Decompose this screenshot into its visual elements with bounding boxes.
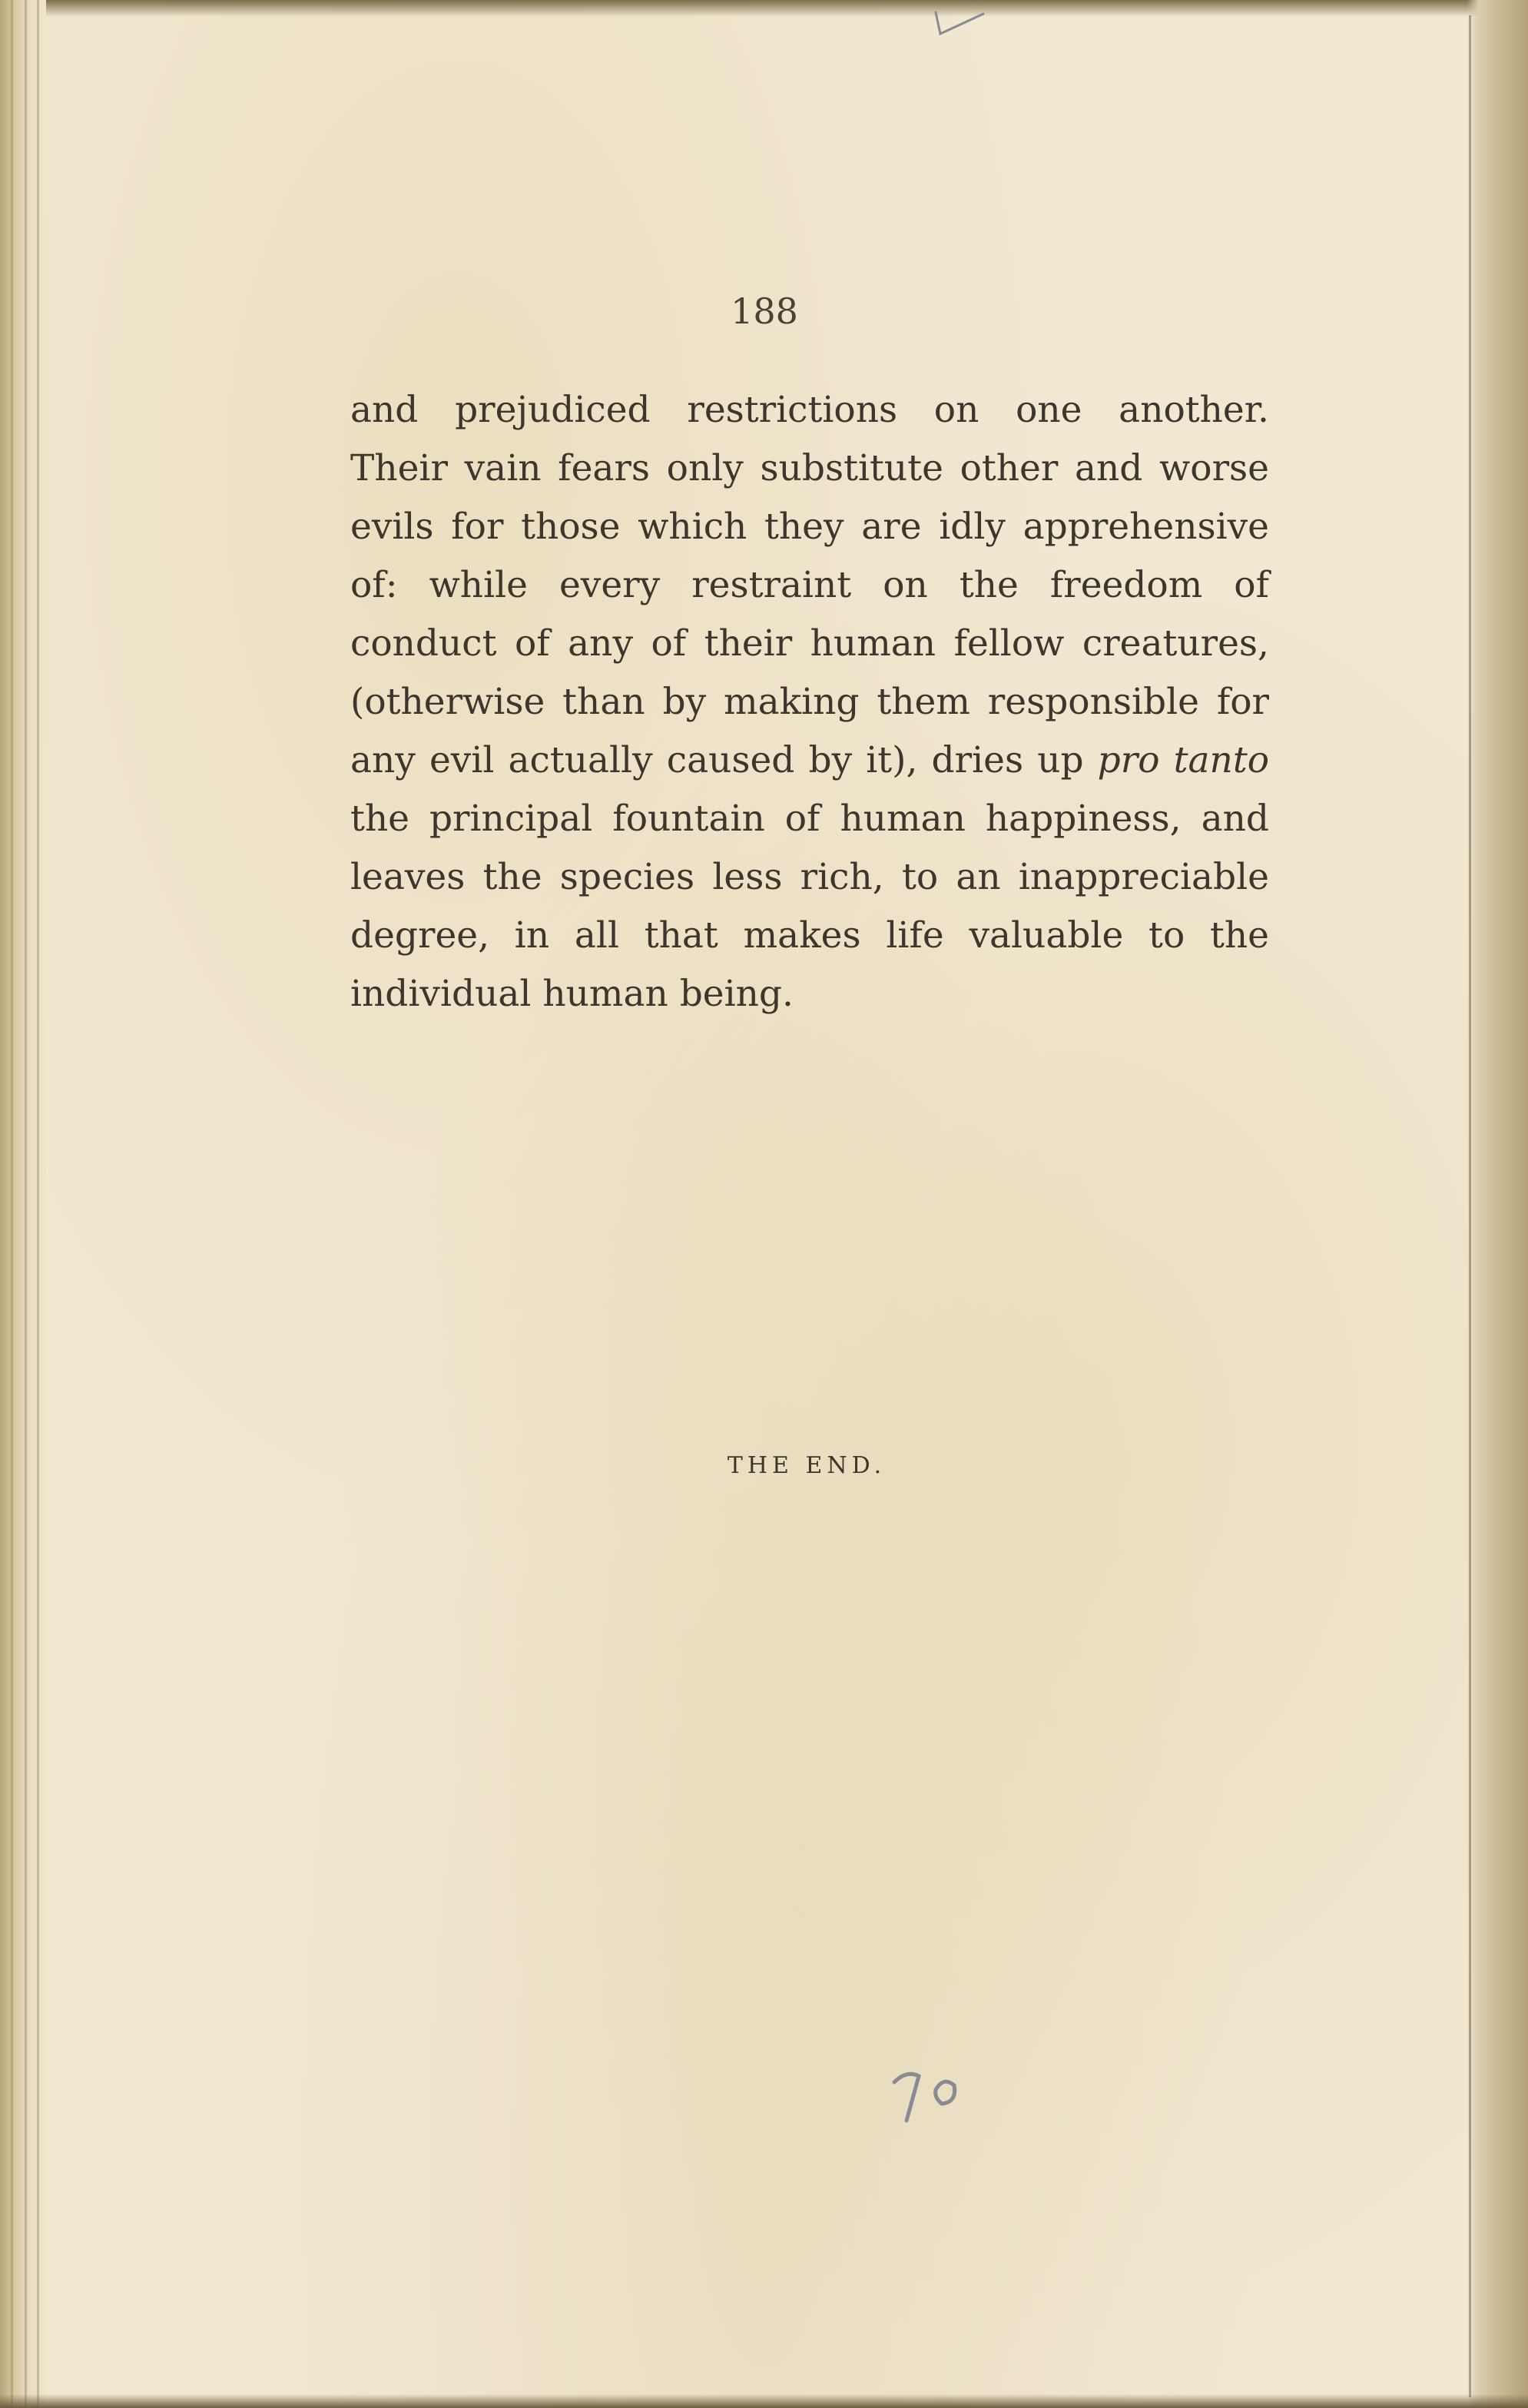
pencil-annotation-mark xyxy=(883,2059,991,2128)
text-line: evils for those which they are idly apprehensive xyxy=(350,506,1269,548)
page-edge-right xyxy=(1467,0,1528,2408)
the-end-label: THE END. xyxy=(727,1452,887,1479)
text-line: and prejudiced restrictions on one another. xyxy=(350,389,1269,431)
text-line: individual human being. xyxy=(350,973,794,1015)
text-segment: any evil actually caused by it), dries up xyxy=(350,739,1098,781)
body-text xyxy=(350,381,1269,1023)
text-line: conduct of any of their human fellow creatures, xyxy=(350,622,1269,665)
pencil-tick-mark xyxy=(930,8,991,38)
text-line-with-italic xyxy=(350,731,1269,790)
page-edge-line xyxy=(1469,15,1471,2397)
spine-gutter xyxy=(0,0,46,2408)
top-edge-shadow xyxy=(0,0,1528,17)
text-line: of: while every restraint on the freedom of xyxy=(350,564,1269,606)
page-number: 188 xyxy=(731,290,798,332)
spine-line xyxy=(37,0,39,2408)
spine-line xyxy=(25,0,27,2408)
spine-line xyxy=(11,0,13,2408)
text-line: Their vain fears only substitute other and worse xyxy=(350,447,1269,489)
text-line: (otherwise than by making them responsible for xyxy=(350,681,1269,723)
text-line: leaves the species less rich, to an inappreciable xyxy=(350,856,1269,898)
bottom-edge-shadow xyxy=(0,2394,1528,2408)
text-line: degree, in all that makes life valuable to the xyxy=(350,914,1269,957)
italic-phrase: pro tanto xyxy=(1097,739,1269,781)
text-line: the principal fountain of human happiness, and xyxy=(350,798,1269,840)
